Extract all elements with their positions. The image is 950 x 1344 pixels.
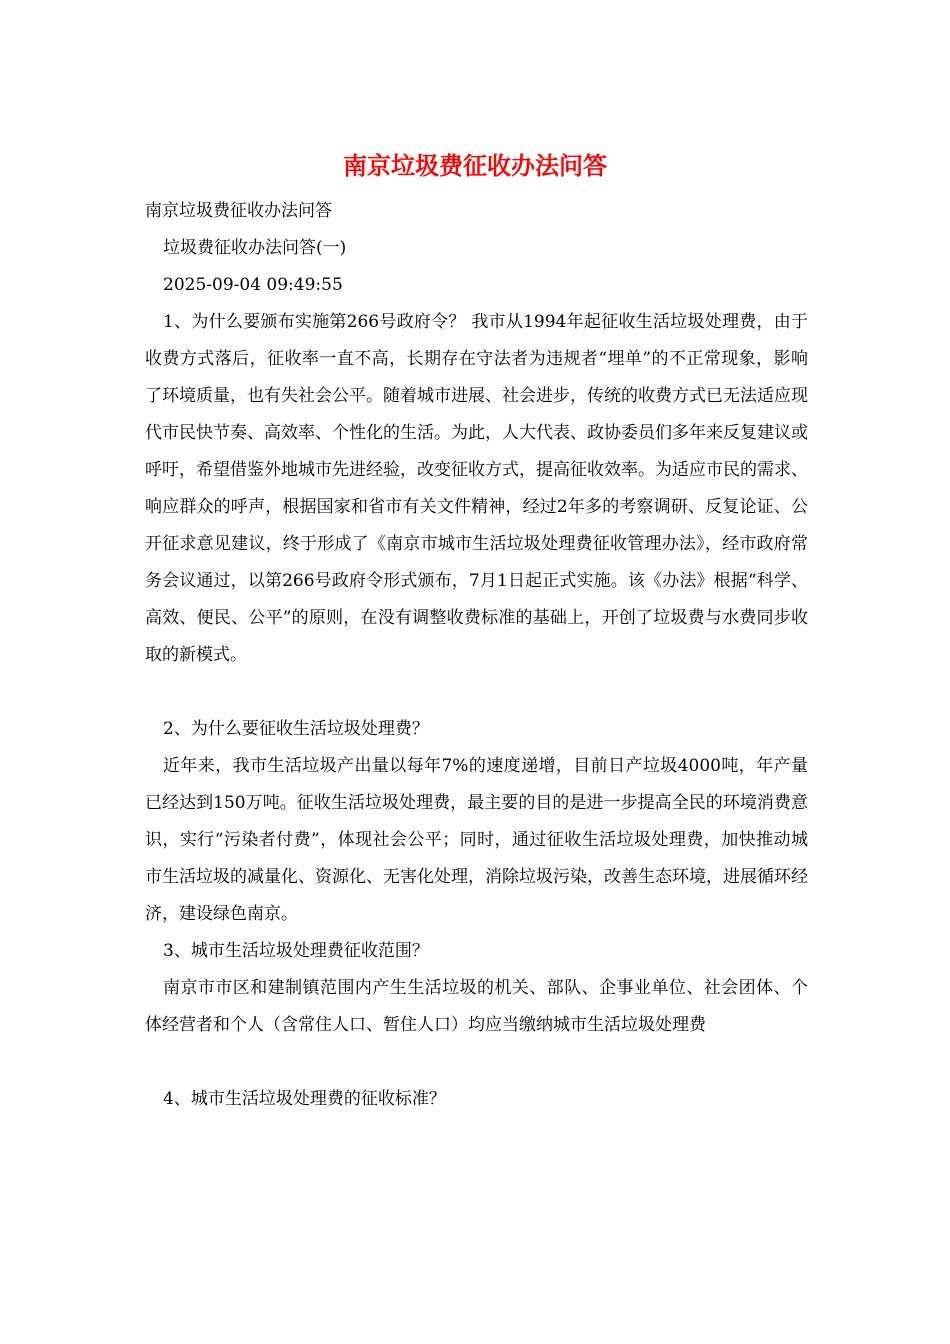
q2-question: 2、为什么要征收生活垃圾处理费？ (163, 719, 429, 739)
body-subheading: 垃圾费征收办法问答(一) (163, 238, 347, 258)
paragraph-gap (145, 674, 808, 711)
q3-answer: 南京市市区和建制镇范围内产生生活垃圾的机关、部队、企事业单位、社会团体、个体经营者和个人（含常住人口、暂住人口）均应当缴纳城市生活垃圾处理费 (145, 978, 808, 1035)
q2-answer: 近年来，我市生活垃圾产出量以每年7%的速度递增，目前日产垃圾4000吨，年产量已经达到150万吨。征收生活垃圾处理费，最主要的目的是进一步提高全民的环境消费意识，实行“污染者付费”，体现社会公平；同时，通过征收生活垃圾处理费，加快推动城市生活垃圾的减量化、资源化、无害化处理，消除垃圾污染，改善生态环境，进展循环经济，建设绿色南京。 (145, 756, 808, 924)
q3-question: 3、城市生活垃圾处理费征收范围？ (163, 941, 429, 961)
paragraph-gap (145, 1044, 808, 1081)
body-timestamp: 2025-09-04 09:49:55 (163, 275, 343, 295)
body-heading: 南京垃圾费征收办法问答 (145, 201, 332, 221)
document-title: 南京垃圾费征收办法问答 (343, 152, 607, 180)
q4-question: 4、城市生活垃圾处理费的征收标准？ (163, 1089, 446, 1109)
q1-paragraph: 1、为什么要颁布实施第266号政府令？ 我市从1994年起征收生活垃圾处理费，由于收费方式落后，征收率一直不高，长期存在守法者为违规者“埋单”的不正常现象，影响了环境质量，也有失社会公平。随着城市进展、社会进步，传统的收费方式已无法适应现代市民快节奏、高效率、个性化的生活。为此，人大代表、政协委员们多年来反复建议或呼吁，希望借鉴外地城市先进经验，改变征收方式，提高征收效率。为适应市民的需求、响应群众的呼声，根据国家和省市有关文件精神，经过2年多的考察调研、反复论证、公开征求意见建议，终于形成了《南京市城市生活垃圾处理费征收管理办法》，经市政府常务会议通过，以第266号政府令形式颁布，7月1日起正式实施。该《办法》根据“科学、高效、便民、公平”的原则，在没有调整收费标准的基础上，开创了垃圾费与水费同步收取的新模式。 (145, 312, 808, 665)
document-body (145, 193, 808, 1118)
